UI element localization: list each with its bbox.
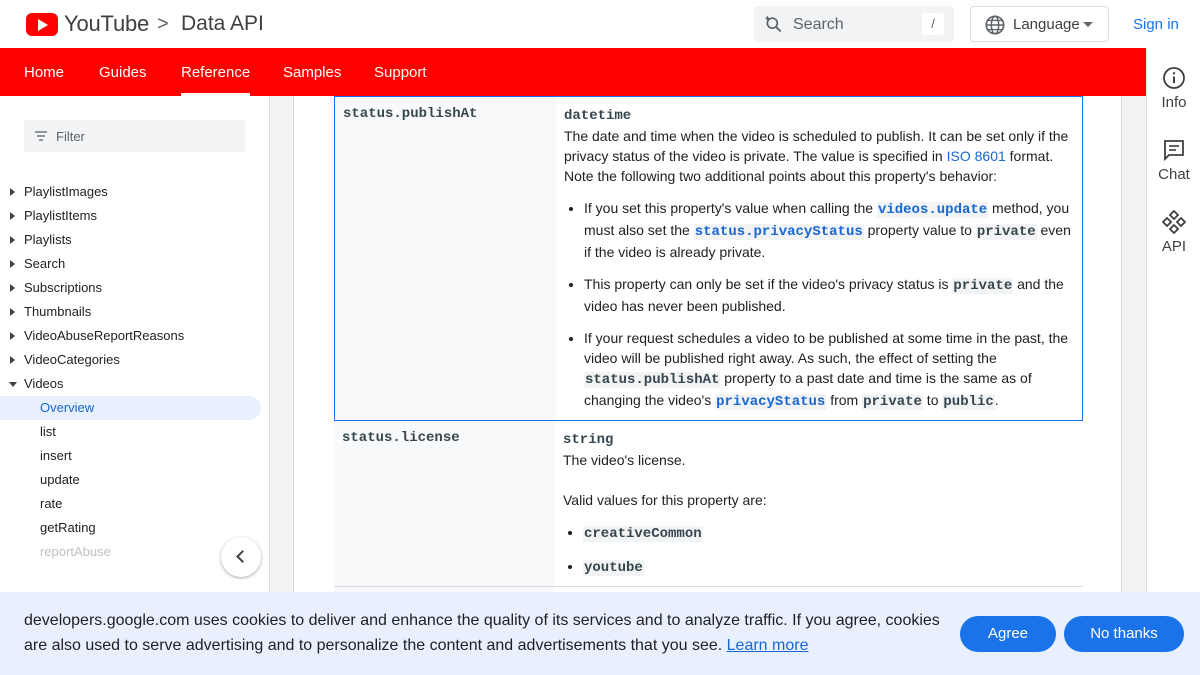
note-text: property to a past date and time is the same as of changing the video's: [584, 370, 1032, 408]
info-icon: [1162, 66, 1186, 90]
note-text: even if the video is already private.: [584, 222, 1071, 260]
privacy-status-link[interactable]: status.privacyStatus: [694, 224, 863, 240]
list-item: [583, 522, 1075, 544]
sidebar-item-subscriptions[interactable]: [0, 276, 270, 300]
property-description: [556, 97, 1082, 420]
cookie-text: developers.google.com uses cookies to deliver and enhance the quality of its services and to analyze traffic. If you agree, cookies are also used to serve advertising and to personalize the content and advertisements that you see.: [24, 612, 940, 654]
sidebar-item-label: Search: [24, 256, 66, 271]
learn-more-link[interactable]: Learn more: [726, 637, 809, 654]
videos-update-link[interactable]: videos.update: [877, 202, 988, 218]
expand-arrow-icon: [10, 332, 15, 340]
rail-info-button[interactable]: [1147, 66, 1200, 111]
chevron-right-icon: >: [157, 13, 169, 35]
expand-arrow-icon: [10, 356, 15, 364]
sidebar-item-label: PlaylistImages: [24, 184, 108, 199]
sidebar-subitem-rate[interactable]: rate: [40, 496, 63, 511]
search-input[interactable]: Search: [793, 16, 844, 33]
sidebar-item-videoabusereportreasons[interactable]: [0, 324, 270, 348]
cookie-message: [24, 608, 954, 658]
product-name-link[interactable]: Data API: [181, 12, 264, 35]
sidebar-subitem-getrating[interactable]: getRating: [40, 520, 96, 535]
nav-list: [0, 180, 270, 564]
sidebar-item-label: VideoCategories: [24, 352, 120, 367]
api-icon: [1162, 210, 1186, 234]
rail-chat-label: Chat: [1158, 166, 1190, 183]
property-type: datetime: [564, 108, 632, 124]
expand-arrow-icon: [10, 212, 15, 220]
section-tab-bar: [0, 48, 1146, 96]
sidebar-subitem-list[interactable]: list: [40, 424, 56, 439]
expand-arrow-icon: [10, 260, 15, 268]
notes-list: [584, 198, 1074, 412]
sidebar-subitem-overview[interactable]: Overview: [0, 396, 261, 420]
table-row: [334, 421, 1083, 587]
filter-icon: [35, 130, 47, 142]
language-selector[interactable]: [970, 6, 1109, 42]
note-text: property value to: [863, 222, 976, 238]
code-value: private: [863, 394, 922, 410]
list-item: [584, 328, 1074, 412]
description-text: Valid values for this property are:: [563, 492, 767, 508]
right-side-rail: [1146, 48, 1200, 675]
sidebar-item-thumbnails[interactable]: [0, 300, 270, 324]
sidebar-item-label: Playlists: [24, 232, 72, 247]
cookie-banner: [0, 592, 1200, 675]
search-shortcut-key: /: [922, 13, 944, 35]
sign-in-link[interactable]: Sign in: [1133, 16, 1179, 33]
code-value: youtube: [584, 560, 643, 576]
sidebar-item-playlistitems[interactable]: [0, 204, 270, 228]
left-sidebar-nav: [0, 96, 270, 675]
filter-input[interactable]: Filter: [56, 129, 85, 144]
sidebar-subitem-reportabuse[interactable]: reportAbuse: [40, 544, 111, 559]
note-text: .: [994, 392, 999, 408]
rail-chat-button[interactable]: [1147, 138, 1200, 183]
code-value: status.publishAt: [585, 372, 720, 388]
sidebar-subitem-insert[interactable]: insert: [40, 448, 72, 463]
globe-icon: [984, 14, 1006, 36]
iso-8601-link[interactable]: ISO 8601: [946, 148, 1006, 164]
youtube-play-icon: [26, 13, 58, 36]
note-text: and the video has never been published.: [584, 276, 1064, 314]
property-description: [555, 421, 1083, 586]
sidebar-item-label: Thumbnails: [24, 304, 92, 319]
note-text: from: [826, 392, 863, 408]
rail-api-label: API: [1161, 238, 1187, 255]
sidebar-item-playlistimages[interactable]: [0, 180, 270, 204]
note-text: If you set this property's value when calling the: [584, 200, 877, 216]
expand-arrow-icon: [10, 236, 15, 244]
sidebar-subitem-update[interactable]: update: [40, 472, 80, 487]
description-text: The date and time when the video is scheduled to publish. It can be set only if the privacy status of the video is private. The value is specified in: [564, 128, 1069, 164]
rail-api-button[interactable]: [1147, 210, 1200, 255]
privacy-status-link[interactable]: privacyStatus: [716, 394, 826, 410]
collapse-arrow-icon: [9, 382, 17, 387]
note-text: If your request schedules a video to be published at some time in the past, the video will be published right away. As such, the effect of setting the: [584, 330, 1069, 366]
code-value: private: [953, 278, 1013, 294]
tab-reference[interactable]: Reference: [181, 64, 251, 81]
sidebar-item-label: Subscriptions: [24, 280, 103, 295]
note-text: method, you must also set the: [584, 200, 1070, 238]
property-name: status.publishAt: [335, 97, 556, 420]
collapse-sidebar-button[interactable]: [221, 537, 261, 577]
sidebar-item-label: VideoAbuseReportReasons: [24, 328, 185, 343]
list-item: [584, 274, 1074, 316]
code-value: public: [943, 394, 994, 410]
note-text: to: [922, 392, 943, 408]
logo-text: YouTube: [64, 11, 150, 36]
code-value: creativeCommon: [584, 526, 702, 542]
sidebar-item-playlists[interactable]: [0, 228, 270, 252]
chat-icon: [1162, 138, 1186, 162]
table-row: [334, 96, 1083, 421]
tab-samples[interactable]: Samples: [283, 64, 342, 81]
main-content: [293, 96, 1122, 675]
property-name: status.license: [334, 421, 555, 586]
expand-arrow-icon: [10, 308, 15, 316]
expand-arrow-icon: [10, 188, 15, 196]
sidebar-item-search[interactable]: [0, 252, 270, 276]
list-item: [583, 556, 1075, 578]
sidebar-item-label: Videos: [24, 376, 64, 391]
filter-box[interactable]: [24, 120, 245, 152]
code-value: private: [976, 224, 1036, 240]
description-text: The video's license.: [563, 452, 686, 468]
note-text: This property can only be set if the video's privacy status is: [584, 276, 953, 292]
description-text: Note the following two additional points about this property's behavior:: [564, 168, 998, 184]
properties-table: [334, 96, 1083, 625]
rail-info-label: Info: [1161, 94, 1187, 111]
description-text: format.: [1005, 148, 1054, 164]
tab-support[interactable]: Support: [374, 64, 427, 81]
sidebar-item-label: PlaylistItems: [24, 208, 97, 223]
search-sparkle-icon: [764, 14, 784, 34]
list-item: [584, 198, 1074, 262]
tab-home[interactable]: Home: [24, 64, 65, 81]
sidebar-item-videos[interactable]: [0, 372, 270, 396]
agree-button[interactable]: Agree: [960, 616, 1056, 652]
property-type: string: [563, 432, 614, 448]
no-thanks-button[interactable]: No thanks: [1064, 616, 1184, 652]
valid-values-list: [583, 522, 1075, 578]
youtube-logo[interactable]: [26, 11, 149, 37]
top-header: [0, 0, 1200, 48]
dropdown-arrow-icon: [1083, 22, 1093, 27]
tab-guides[interactable]: Guides: [99, 64, 147, 81]
language-label: Language: [1013, 16, 1080, 33]
expand-arrow-icon: [10, 284, 15, 292]
sidebar-item-videocategories[interactable]: [0, 348, 270, 372]
